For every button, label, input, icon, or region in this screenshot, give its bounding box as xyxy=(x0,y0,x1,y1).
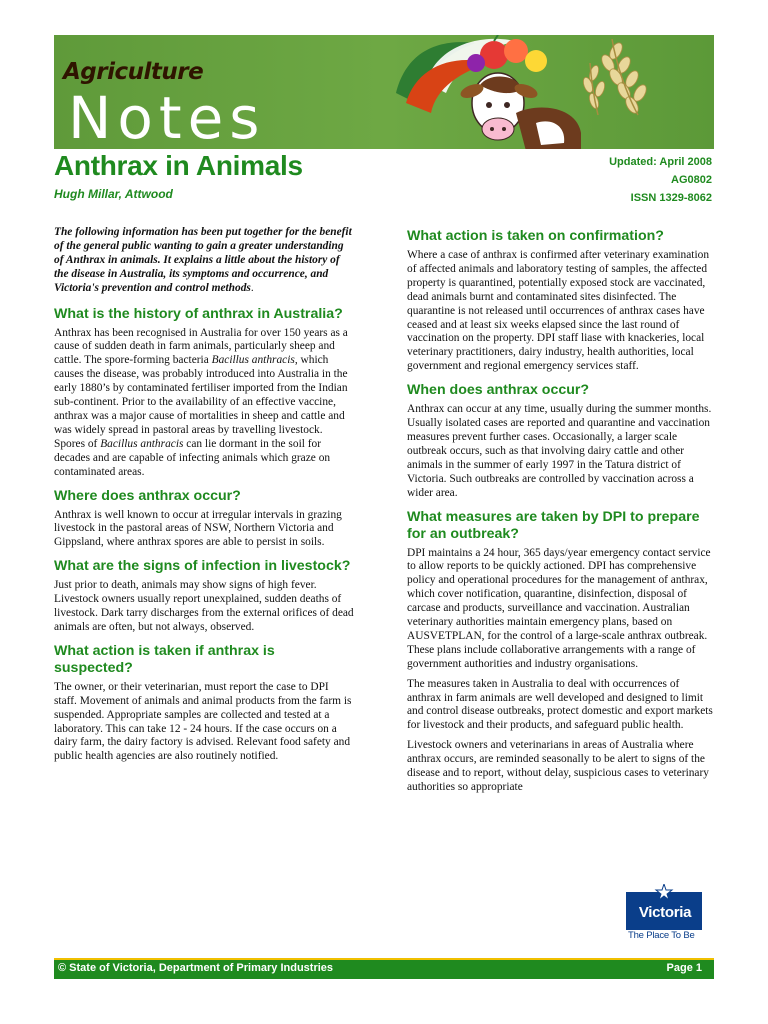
intro-text: The following information has been put together for the benefit of the general public wanting to gain a greater understanding of Anthrax in animals. It explains a little about the history of the disease in Australia, its symptoms and occurrence, and Victoria's prevention and control methods xyxy=(54,226,352,294)
when-heading: When does anthrax occur? xyxy=(407,382,590,399)
signs-heading: What are the signs of infection in livestock? xyxy=(54,558,351,575)
where-paragraph: Anthrax is well known to occur at irregular intervals in grazing livestock in the pastoral areas of NSW, Northern Victoria and Gippsland, where anthrax spores are able to persist in soils. xyxy=(54,508,342,549)
southern-cross-icon xyxy=(652,884,676,904)
updated-date: Updated: April 2008 xyxy=(609,156,712,168)
history-heading: What is the history of anthrax in Australia? xyxy=(54,305,343,322)
history-paragraph xyxy=(54,327,354,480)
brand-notes-label: Notes xyxy=(68,84,266,149)
history-text-2: , which causes the disease, was probably introduced into Australia in the early 1880’s by contaminated fertiliser imported from the Indian sub-continent. Prior to the availability of an effective vaccine, anthrax was a major cause of mortalities in sheep and cattle and was widely spread in pastoral areas by travelling livestock. Spores of xyxy=(54,354,348,450)
measures-paragraph-2: The measures taken in Australia to deal with occurrences of anthrax in farm animals are well developed and designed to limit and control disease outbreaks, protect domestic and export markets for livestock and their products, and safeguard public health. xyxy=(407,677,713,732)
victoria-logo-tagline: The Place To Be xyxy=(628,930,695,941)
issn-number: ISSN 1329-8062 xyxy=(630,192,712,204)
cow-and-wheat-illustration xyxy=(376,35,666,149)
author-line: Hugh Millar, Attwood xyxy=(54,187,173,201)
suspected-paragraph: The owner, or their veterinarian, must report the case to DPI staff. Movement of animals and animal products from the farm is suspended. Appropriate samples are collected and tested at a laboratory. This can take 12 - 24 hours. If the case occurs on a dairy farm, the dairy factory is advised. Relevant food safety and public health agencies are also routinely notified. xyxy=(54,680,352,763)
confirmation-paragraph: Where a case of anthrax is confirmed after veterinary examination of affected animals and laboratory testing of samples, the affected property is quarantined, potentially exposed stock are vaccinated, dead animals burnt and contaminated sites disinfected. The quarantine is not released until occurrences of anthrax cases have ceased and at least six weeks elapsed since the last round of vaccination on the property. DPI staff liase with knackeries, local veterinary practitioners, dairy industry, health authorities, local government and regional emergency services staff. xyxy=(407,249,710,373)
when-paragraph: Anthrax can occur at any time, usually during the summer months. Usually isolated cases are reported and quarantine and vaccination measures prevent further cases. Occasionally, a larger scale outbreak occurs, such as that involving dairy cattle and other animals in the summer of early 1997 in the Tatura district of Victoria. Such outbreaks are controlled by vaccination across a wider area. xyxy=(407,403,712,499)
history-species-2: Bacillus anthracis xyxy=(100,437,184,450)
signs-paragraph: Just prior to death, animals may show signs of high fever. Livestock owners usually report unexplained, sudden deaths of livestock. Dark tarry discharges from the external orifices of dead animals are often, but not always, observed. xyxy=(54,579,354,633)
measures-paragraph-3: Livestock owners and veterinarians in areas of Australia where anthrax occurs, are reminded seasonally to be alert to signs of the disease and to report, without delay, suspicious cases to veterinary authorities so appropriate xyxy=(407,739,709,793)
victoria-logo xyxy=(626,884,706,944)
right-column xyxy=(407,228,715,801)
footer-copyright: © State of Victoria, Department of Primary Industries xyxy=(58,962,334,974)
where-heading: Where does anthrax occur? xyxy=(54,487,241,504)
left-column xyxy=(54,226,354,770)
page-footer xyxy=(54,958,714,979)
measures-heading: What measures are taken by DPI to prepare for an outbreak? xyxy=(407,508,700,542)
footer-page-number: Page 1 xyxy=(666,962,702,974)
intro-end: . xyxy=(250,281,254,294)
suspected-heading: What action is taken if anthrax is suspected? xyxy=(54,642,275,676)
document-title: Anthrax in Animals xyxy=(54,150,303,181)
victoria-logo-name: Victoria xyxy=(638,904,692,921)
intro-paragraph xyxy=(54,226,354,296)
measures-paragraph-1: DPI maintains a 24 hour, 365 days/year emergency contact service to allow reports to be quickly actioned. DPI has comprehensive policy and operational procedures for the management of anthrax, which cover notification, quarantine, disinfection, disposal of carcase and products, surveillance and vaccination. Australian veterinary authorities maintain emergency plans, based on AUSVETPLAN, for the control of a large-scale anthrax outbreak. These plans include collaborative arrangements with a range of government authorities and industry organisations. xyxy=(407,546,711,670)
history-text-1: Anthrax has been recognised in Australia for over 150 years as a cause of sudden death in farm animals, particularly sheep and cattle. The spore-forming bacteria xyxy=(54,326,348,367)
confirmation-heading: What action is taken on confirmation? xyxy=(407,228,664,244)
document-meta xyxy=(609,153,712,207)
agriculture-notes-banner xyxy=(54,35,714,149)
document-code: AG0802 xyxy=(671,174,712,186)
history-text-3: can lie dormant in the soil for decades and are capable of infecting animals which graze on contaminated areas. xyxy=(54,437,331,478)
history-species-1: Bacillus anthracis xyxy=(211,354,295,367)
brand-agriculture-label: Agriculture xyxy=(63,59,204,85)
